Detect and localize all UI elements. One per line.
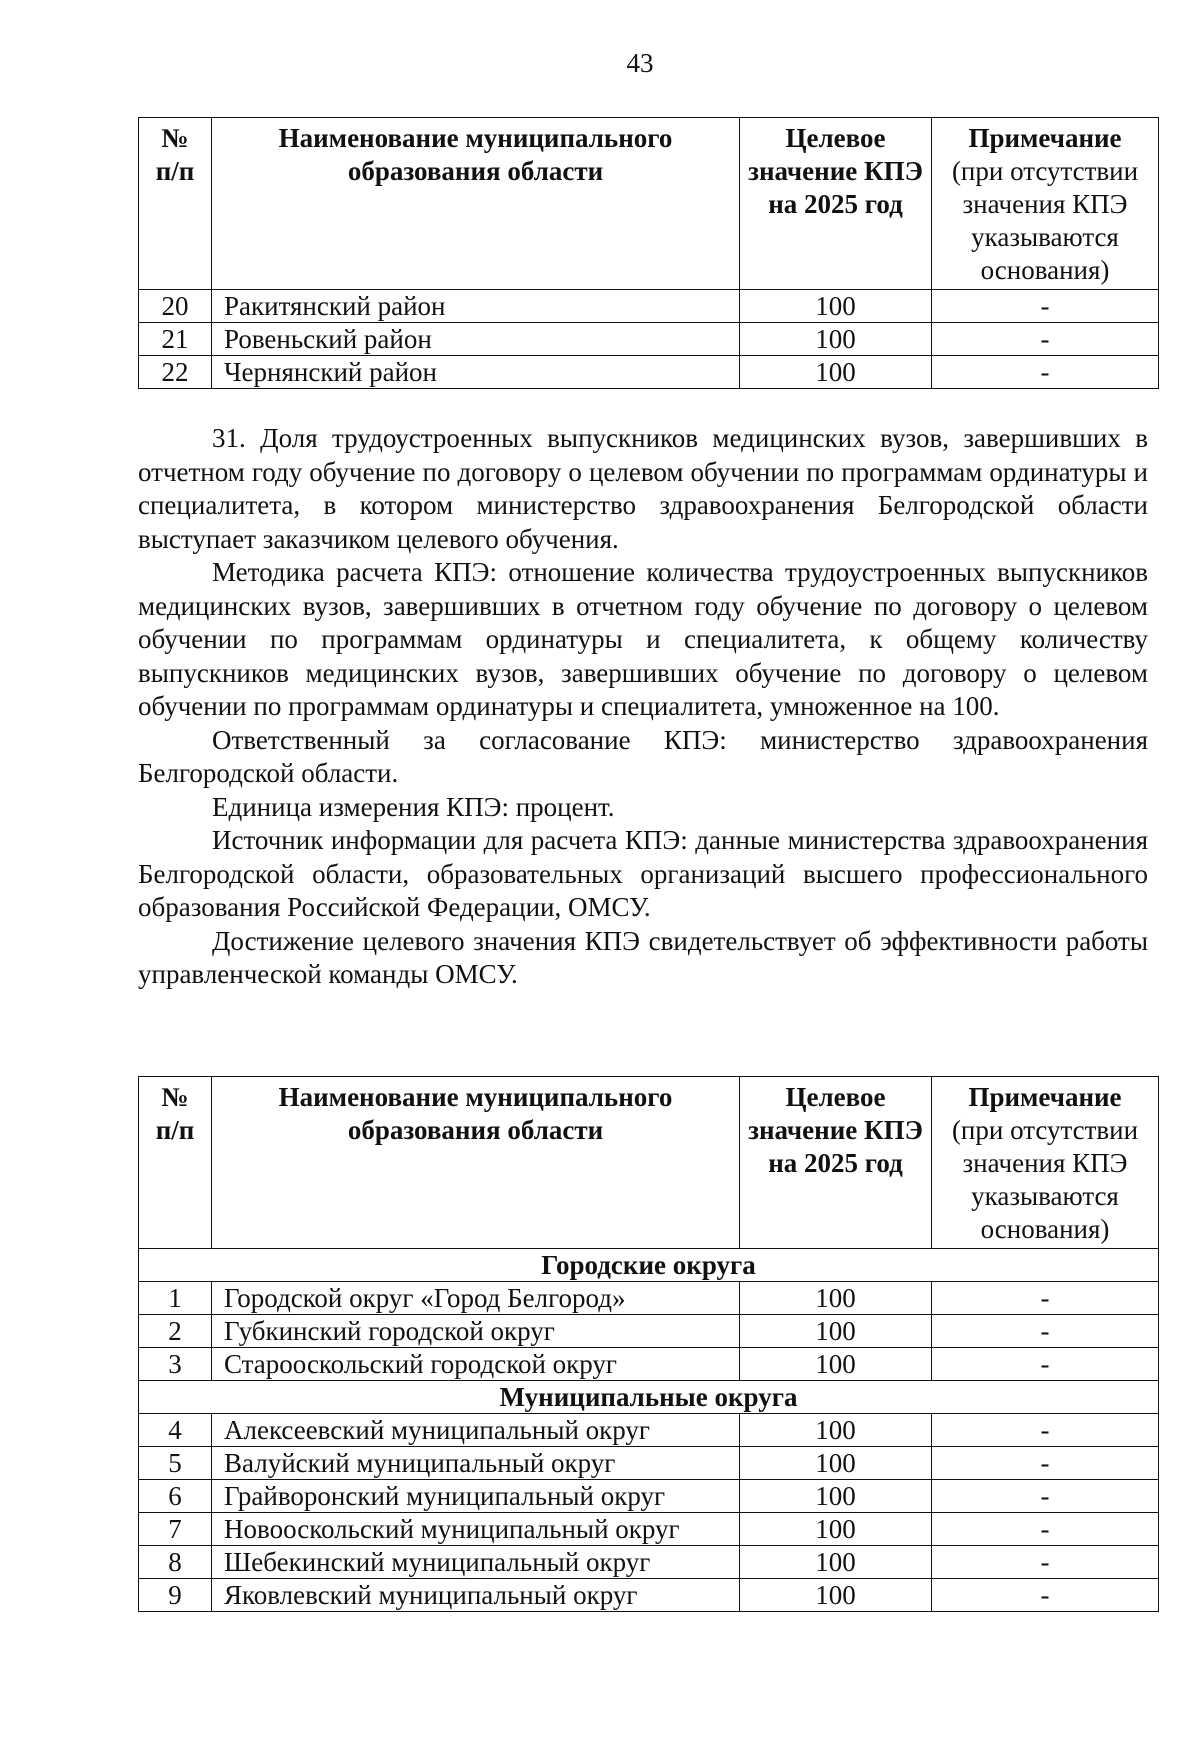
row-value: 100: [740, 290, 932, 323]
header-note: Примечание (при отсутствии значения КПЭ указываются основания): [932, 118, 1159, 290]
row-value: 100: [740, 1414, 932, 1447]
page-number: 43: [626, 48, 654, 78]
header-num: № п/п: [139, 1077, 212, 1249]
row-num: 21: [139, 323, 212, 356]
kpe-table-continued: [138, 117, 1159, 389]
row-value: 100: [740, 1513, 932, 1546]
row-note: -: [932, 1414, 1159, 1447]
table-row: [139, 1282, 1159, 1315]
row-note: -: [932, 1315, 1159, 1348]
row-num: 8: [139, 1546, 212, 1579]
header-target: Целевое значение КПЭ на 2025 год: [740, 118, 932, 290]
table-header-row: [139, 1077, 1159, 1249]
table-row: [139, 1579, 1159, 1612]
responsible-paragraph: Ответственный за согласование КПЭ: министерство здравоохранения Белгородской области.: [138, 724, 1148, 788]
table-header-row: [139, 118, 1159, 290]
row-note: -: [932, 1282, 1159, 1315]
row-num: 4: [139, 1414, 212, 1447]
group-row: [139, 1381, 1159, 1414]
row-value: 100: [740, 1579, 932, 1612]
kpe-description: [138, 422, 1148, 992]
row-num: 3: [139, 1348, 212, 1381]
table-row: [139, 356, 1159, 389]
row-num: 20: [139, 290, 212, 323]
row-value: 100: [740, 1480, 932, 1513]
table-row: [139, 1414, 1159, 1447]
table-row: [139, 323, 1159, 356]
row-num: 22: [139, 356, 212, 389]
table-row: [139, 1348, 1159, 1381]
header-note: Примечание (при отсутствии значения КПЭ указываются основания): [932, 1077, 1159, 1249]
header-num: № п/п: [139, 118, 212, 290]
kpe-table: [138, 1076, 1159, 1612]
group-row: [139, 1249, 1159, 1282]
row-num: 6: [139, 1480, 212, 1513]
row-note: -: [932, 1480, 1159, 1513]
row-name: Ровеньский район: [212, 323, 740, 356]
header-name: Наименование муниципального образования области: [212, 118, 740, 290]
row-name: Губкинский городской округ: [212, 1315, 740, 1348]
group-title-city-districts: Городские округа: [139, 1249, 1159, 1282]
row-num: 7: [139, 1513, 212, 1546]
row-note: -: [932, 1447, 1159, 1480]
row-name: Ракитянский район: [212, 290, 740, 323]
row-name: Чернянский район: [212, 356, 740, 389]
row-name: Яковлевский муниципальный округ: [212, 1579, 740, 1612]
row-name: Городской округ «Город Белгород»: [212, 1282, 740, 1315]
row-num: 1: [139, 1282, 212, 1315]
source-paragraph: Источник информации для расчета КПЭ: данные министерства здравоохранения Белгородской области, образовательных организаций высшего профессионального образования Российской Федерации, ОМСУ.: [138, 825, 1148, 922]
row-value: 100: [740, 1546, 932, 1579]
row-name: Старооскольский городской округ: [212, 1348, 740, 1381]
row-value: 100: [740, 1315, 932, 1348]
unit-paragraph: Единица измерения КПЭ: процент.: [212, 791, 615, 822]
row-note: -: [932, 1348, 1159, 1381]
row-note: -: [932, 356, 1159, 389]
table-row: [139, 1513, 1159, 1546]
row-name: Грайворонский муниципальный округ: [212, 1480, 740, 1513]
achievement-paragraph: Достижение целевого значения КПЭ свидетельствует об эффективности работы управленческой команды ОМСУ.: [138, 925, 1148, 989]
row-num: 5: [139, 1447, 212, 1480]
row-value: 100: [740, 356, 932, 389]
row-note: -: [932, 290, 1159, 323]
header-target: Целевое значение КПЭ на 2025 год: [740, 1077, 932, 1249]
row-note: -: [932, 1546, 1159, 1579]
table-row: [139, 290, 1159, 323]
group-title-municipal-districts: Муниципальные округа: [139, 1381, 1159, 1414]
row-value: 100: [740, 1282, 932, 1315]
row-note: -: [932, 1513, 1159, 1546]
row-num: 2: [139, 1315, 212, 1348]
row-name: Шебекинский муниципальный округ: [212, 1546, 740, 1579]
row-value: 100: [740, 323, 932, 356]
kpe-title-paragraph: 31. Доля трудоустроенных выпускников медицинских вузов, завершивших в отчетном году обучение по договору о целевом обучении по программам ординатуры и специалитета, в котором министерство здравоохранения Белгородской области выступает заказчиком целевого обучения.: [138, 423, 1148, 554]
table-row: [139, 1480, 1159, 1513]
row-value: 100: [740, 1447, 932, 1480]
row-name: Новооскольский муниципальный округ: [212, 1513, 740, 1546]
table-row: [139, 1546, 1159, 1579]
header-name: Наименование муниципального образования области: [212, 1077, 740, 1249]
row-name: Валуйский муниципальный округ: [212, 1447, 740, 1480]
row-num: 9: [139, 1579, 212, 1612]
method-paragraph: Методика расчета КПЭ: отношение количества трудоустроенных выпускников медицинских вузов, завершивших в отчетном году обучение по договору о целевом обучении по программам ординатуры и специалитета, к общему количеству выпускников медицинских вузов, завершивших обучение по договору о целевом обучении по программам ординатуры и специалитета, умноженное на 100.: [138, 557, 1148, 721]
row-name: Алексеевский муниципальный округ: [212, 1414, 740, 1447]
row-value: 100: [740, 1348, 932, 1381]
row-note: -: [932, 1579, 1159, 1612]
table-row: [139, 1315, 1159, 1348]
table-row: [139, 1447, 1159, 1480]
row-note: -: [932, 323, 1159, 356]
